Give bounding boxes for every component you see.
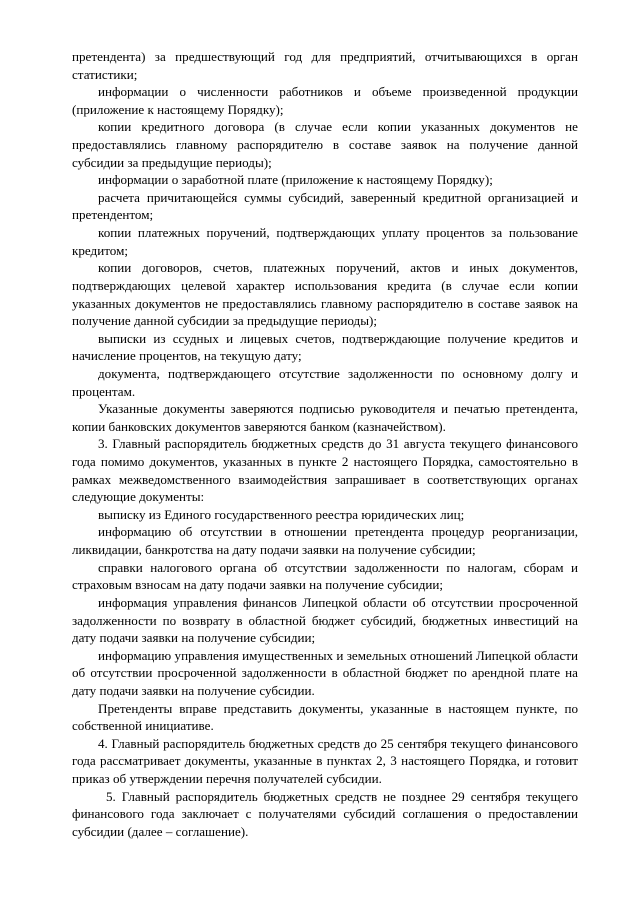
paragraph: 5. Главный распорядитель бюджетных средств не позднее 29 сентября текущего финансового года заключает с получателями субсидий соглашения о предоставлении субсидии (далее – соглашение). <box>72 788 578 839</box>
paragraph: выписки из ссудных и лицевых счетов, подтверждающие получение кредитов и начисление процентов, на текущую дату; <box>72 330 578 364</box>
paragraph: информация управления финансов Липецкой области об отсутствии просроченной задолженности по возврату в областной бюджет субсидий, бюджетных инвестиций на дату подачи заявки на получение субсидии; <box>72 594 578 646</box>
paragraph: информации о численности работников и объеме произведенной продукции (приложение к настоящему Порядку); <box>72 84 578 117</box>
paragraph: выписку из Единого государственного реестра юридических лиц; <box>98 506 465 522</box>
paragraph: претендента) за предшествующий год для предприятий, отчитывающихся в орган статистики; <box>72 49 578 82</box>
paragraph: расчета причитающейся суммы субсидий, заверенный кредитной организацией и претендентом; <box>72 189 578 223</box>
paragraph: 3. Главный распорядитель бюджетных средств до 31 августа текущего финансового года помимо документов, указанных в пункте 2 настоящего Порядка, самостоятельно в рамках межведомственного взаимодействия запрашивает в соответствующих органах следующие документы: <box>72 436 578 505</box>
paragraph: Претенденты вправе представить документы, указанные в настоящем пункте, по собственной инициативе. <box>72 700 578 734</box>
paragraph: информации о заработной плате (приложение к настоящему Порядку); <box>98 172 493 188</box>
paragraph: Указанные документы заверяются подписью руководителя и печатью претендента, копии банковских документов заверяются банком (казначейством). <box>72 401 578 434</box>
paragraph: копии кредитного договора (в случае если копии указанных документов не предоставлялись главному распорядителю в составе заявок на получение данной субсидии за предыдущие периоды); <box>72 119 578 170</box>
document-text-body <box>72 48 578 840</box>
paragraph: справки налогового органа об отсутствии задолженности по налогам, сборам и страховым взносам на дату подачи заявки на получение субсидии; <box>72 559 578 593</box>
paragraph: документа, подтверждающего отсутствие задолженности по основному долгу и процентам. <box>72 365 578 399</box>
paragraph: 4. Главный распорядитель бюджетных средств до 25 сентября текущего финансового года рассматривает документы, указанные в пунктах 2, 3 настоящего Порядка, и готовит приказ об утверждении перечня получателей субсидии. <box>72 735 578 786</box>
paragraph: информацию управления имущественных и земельных отношений Липецкой области об отсутствии просроченной задолженности в областной бюджет по арендной плате на дату подачи заявки на получение субсидии. <box>72 647 578 698</box>
paragraph: копии договоров, счетов, платежных поручений, актов и иных документов, подтверждающих целевой характер использования кредита (в случае если копии указанных документов не предоставлялись главному распорядителю в составе заявок на получение данной субсидии за предыдущие периоды); <box>72 260 578 329</box>
paragraph: копии платежных поручений, подтверждающих уплату процентов за пользование кредитом; <box>72 225 578 258</box>
paragraph: информацию об отсутствии в отношении претендента процедур реорганизации, ликвидации, банкротства на дату подачи заявки на получение субсидии; <box>72 524 578 558</box>
